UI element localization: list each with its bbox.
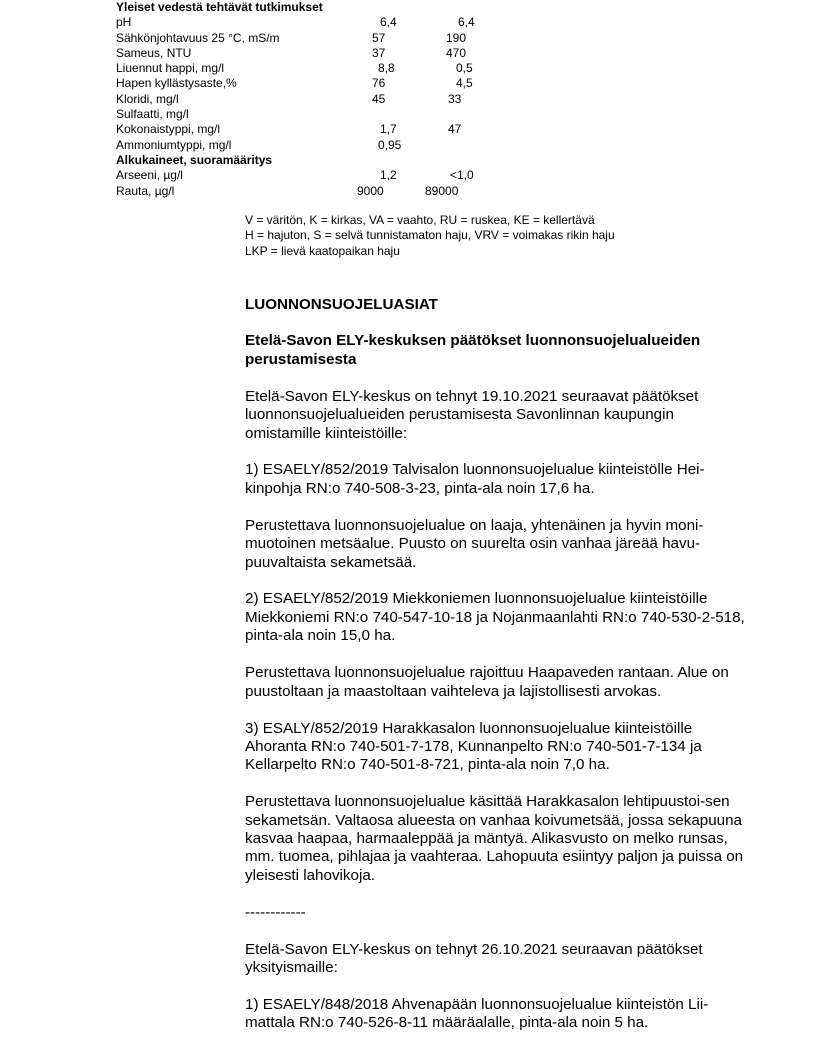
row-label: Sulfaatti, mg/l: [116, 107, 189, 122]
row-label: Hapen kyllästysaste,%: [116, 76, 237, 91]
value-sample-1: 8,8: [378, 61, 395, 76]
value-sample-2: <1,0: [450, 168, 474, 183]
measurement-table: [116, 0, 516, 199]
section-title: LUONNONSUOJELUASIAT: [245, 296, 438, 313]
row-label: Kokonaistyppi, mg/l: [116, 122, 221, 137]
row-label: Kloridi, mg/l: [116, 91, 179, 106]
table-row: [116, 107, 516, 122]
row-label: Arseeni, µg/l: [116, 168, 183, 183]
table-row: [116, 168, 516, 183]
table-row: [116, 184, 516, 199]
table-row: [116, 31, 516, 46]
legend-line: LKP = lievä kaatopaikan haju: [245, 243, 400, 258]
row-label: Sameus, NTU: [116, 45, 192, 60]
value-sample-1: 1,2: [380, 168, 397, 183]
value-sample-2: 4,5: [456, 76, 473, 91]
table-row: [116, 76, 516, 91]
paragraph: Etelä-Savon ELY-keskus on tehnyt 26.10.2021 seuraavan päätökset yksityismaille:: [245, 940, 703, 977]
legend-line: V = väritön, K = kirkas, VA = vaahto, RU = ruskea, KE = kellertävä: [245, 213, 595, 227]
table-row: [116, 122, 516, 137]
row-label: Yleiset vedestä tehtävät tutkimukset: [116, 0, 323, 14]
document-body: [245, 296, 745, 1033]
value-sample-1: 6,4: [380, 15, 397, 30]
paragraph: 2) ESAELY/852/2019 Miekkoniemen luonnonsuojelualue kiinteistöille Miekkoniemi RN:o 740-547-10-18 ja Nojanmaanlahti RN:o 740-530-2-518, pinta-ala noin 15,0 ha.: [245, 590, 745, 645]
value-sample-1: 9000: [357, 183, 384, 198]
table-row: [116, 46, 516, 61]
table-header-row: [116, 153, 516, 168]
value-sample-1: 76: [372, 76, 386, 91]
paragraph: Perustettava luonnonsuojelualue on laaja, yhtenäinen ja hyvin moni-muotoinen metsäalue. Puusto on suurelta osin vanhaa järeää havu-puuvaltaista sekametsää.: [245, 516, 704, 571]
value-sample-1: 37: [372, 45, 386, 60]
row-label: Sähkönjohtavuus 25 °C, mS/m: [116, 30, 280, 45]
separator: ------------: [245, 903, 306, 921]
paragraph: 1) ESAELY/852/2019 Talvisalon luonnonsuojelualue kiinteistölle Hei-kinpohja RN:o 740-508-3-23, pinta-ala noin 17,6 ha.: [245, 461, 705, 497]
row-label: Alkukaineet, suoramääritys: [116, 152, 273, 167]
value-sample-2: 47: [448, 122, 462, 137]
subtitle: Etelä-Savon ELY-keskuksen päätökset luonnonsuojelualueiden perustamisesta: [245, 332, 701, 368]
legend: [245, 213, 765, 259]
row-label: Rauta, µg/l: [116, 183, 175, 198]
table-row: [116, 61, 516, 76]
legend-line: H = hajuton, S = selvä tunnistamaton haju, VRV = voimakas rikin haju: [245, 228, 615, 243]
table-row: [116, 92, 516, 107]
row-label: Ammoniumtyppi, mg/l: [116, 137, 232, 152]
value-sample-1: 1,7: [380, 122, 397, 137]
row-label: pH: [116, 15, 132, 30]
paragraph: 3) ESALY/852/2019 Harakkasalon luonnonsuojelualue kiinteistöille Ahoranta RN:o 740-501-7-178, Kunnanpelto RN:o 740-501-7-134 ja Kellarpelto RN:o 740-501-8-721, pinta-ala noin 7,0 ha.: [245, 719, 702, 774]
paragraph: Etelä-Savon ELY-keskus on tehnyt 19.10.2021 seuraavat päätökset luonnonsuojelualueiden perustamisesta Savonlinnan kaupungin omistamille kiinteistöille:: [245, 387, 699, 442]
value-sample-2: 190: [446, 30, 467, 45]
value-sample-2: 470: [446, 45, 467, 60]
table-row: [116, 15, 516, 30]
value-sample-1: 0,95: [378, 137, 402, 152]
row-label: Liuennut happi, mg/l: [116, 61, 225, 76]
value-sample-1: 45: [372, 91, 386, 106]
value-sample-2: 89000: [425, 183, 459, 198]
value-sample-1: 57: [372, 30, 386, 45]
value-sample-2: 6,4: [458, 15, 475, 30]
value-sample-2: 33: [448, 91, 462, 106]
table-row: [116, 138, 516, 153]
paragraph: 1) ESAELY/848/2018 Ahvenapään luonnonsuojelualue kiinteistön Lii-mattala RN:o 740-526-8-11 määräalalle, pinta-ala noin 5 ha.: [245, 995, 709, 1032]
paragraph: Perustettava luonnonsuojelualue rajoittuu Haapaveden rantaan. Alue on puustoltaan ja maastoltaan vaihteleva ja lajistollisesti arvokas.: [245, 664, 729, 700]
paragraph: Perustettava luonnonsuojelualue käsittää Harakkasalon lehtipuustoi-sen sekametsän. Valtaosa alueesta on vanhaa koivumetsää, jossa sekapuuna kasvaa haapaa, harmaaleppää ja mäntyä. Alikasvusto on melko runsas, mm. tuomea, pihlajaa ja vaahteraa. Lahopuuta esiintyy paljon ja puissa on yleisesti lahovikoja.: [245, 793, 744, 884]
table-header-row: [116, 0, 516, 15]
value-sample-2: 0,5: [456, 61, 473, 76]
